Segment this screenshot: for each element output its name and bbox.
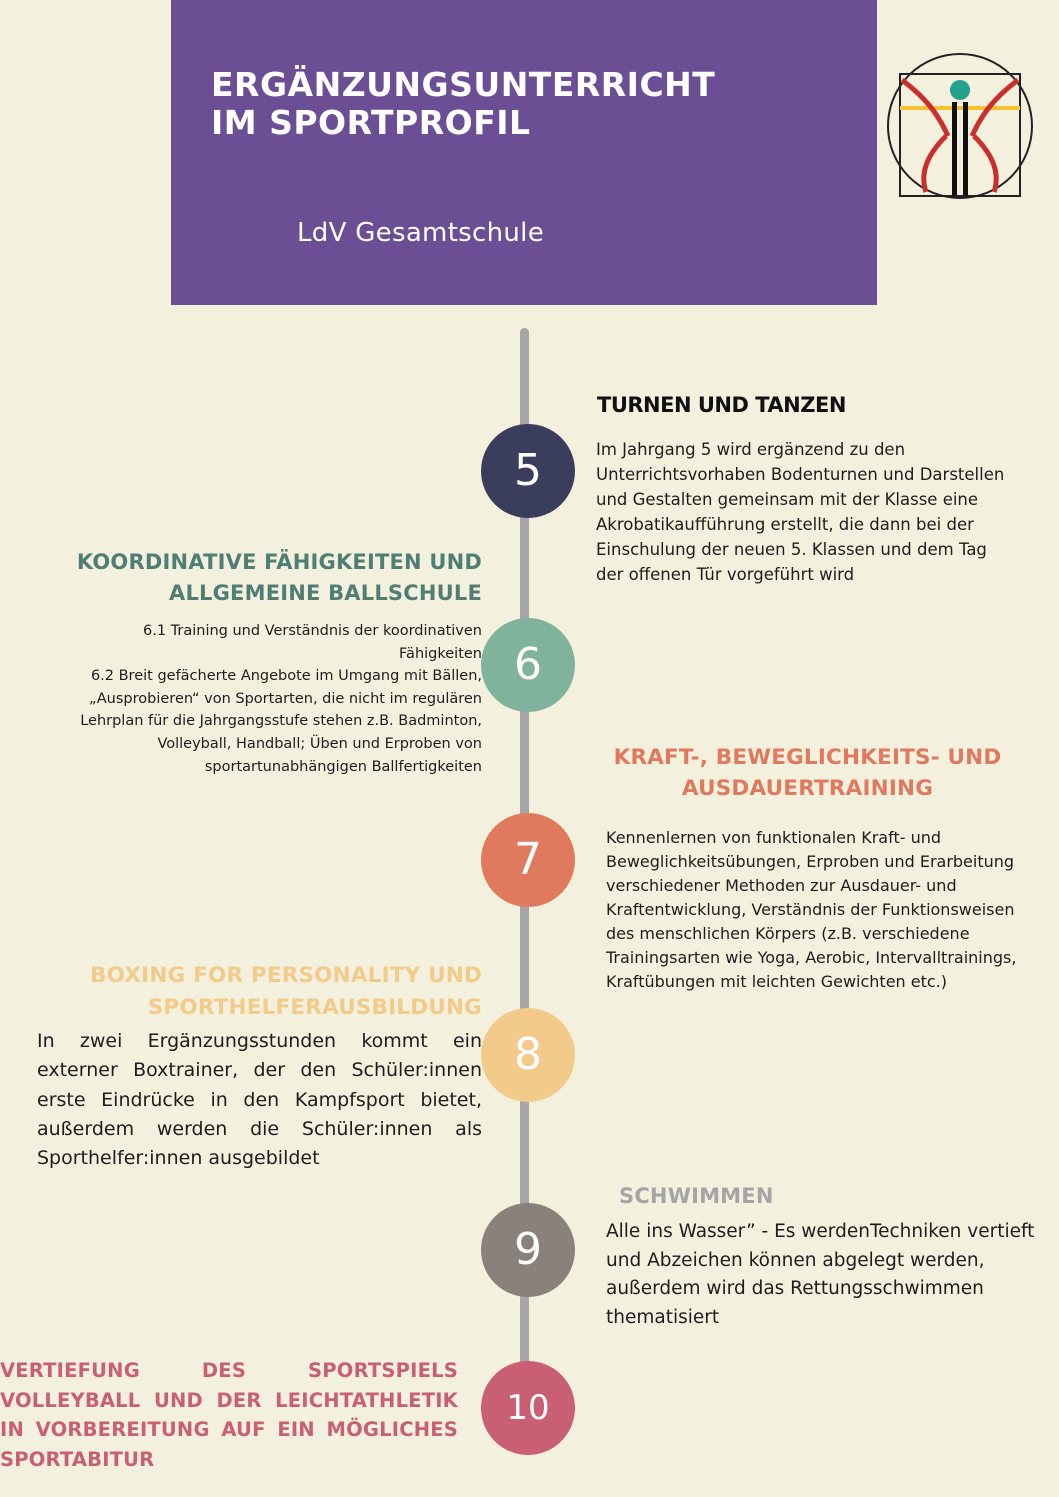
step-heading-7-line-1: KRAFT-, BEWEGLICHKEITS- UND <box>613 745 1002 770</box>
step-text-7: Kennenlernen von funktionalen Kraft- und Beweglichkeitsübungen, Erproben und Erarbeitung verschiedener Methoden zur Ausdauer- und Kraftentwicklung, Verständnis der Funktionsweisen des menschlichen Körpers (z.B. verschiedene Trainingsarten wie Yoga, Aerobic, Intervalltrainings, Kraftübungen mit leichten Gewichten etc.) <box>606 828 1017 991</box>
step-heading-8-line-2: SPORTHELFERAUSBILDUNG <box>147 995 482 1020</box>
step-heading-9: SCHWIMMEN <box>619 1184 774 1208</box>
step-circle-8: 8 <box>481 1008 575 1102</box>
header-banner <box>171 0 877 305</box>
step-heading-6-line-1: KOORDINATIVE FÄHIGKEITEN UND <box>76 550 482 574</box>
step-heading-6-line-2: ALLGEMEINE BALLSCHULE <box>169 581 482 605</box>
vitruvian-man-logo-icon <box>886 50 1034 200</box>
step-text-5: Im Jahrgang 5 wird ergänzend zu den Unterrichtsvorhaben Bodenturnen und Darstellen und Gestalten gemeinsam mit der Klasse eine Akrobatikaufführung erstellt, die dann bei der Einschulung der neuen 5. Klassen und dem Tag der offenen Tür vorgeführt wird <box>596 440 1005 584</box>
step-circle-6: 6 <box>481 618 575 712</box>
step-heading-5: TURNEN UND TANZEN <box>597 393 846 417</box>
step-circle-10: 10 <box>481 1361 575 1455</box>
page-title-line-2: IM SPORTPROFIL <box>211 103 531 142</box>
step-heading-7-line-2: AUSDAUERTRAINING <box>681 776 934 801</box>
page-title-line-1: ERGÄNZUNGSUNTERRICHT <box>211 65 716 104</box>
school-name: LdV Gesamtschule <box>297 218 545 248</box>
step-text-6-part-1: 6.1 Training und Verständnis der koordinativen Fähigkeiten <box>142 623 482 662</box>
step-text-6 <box>40 620 482 778</box>
step-text-9: Alle ins Wasser” - Es werdenTechniken vertieft und Abzeichen können abgelegt werden, außerdem wird das Rettungsschwimmen thematisiert <box>606 1221 1035 1329</box>
step-heading-8-line-1: BOXING FOR PERSONALITY UND <box>90 963 482 988</box>
step-heading-8 <box>40 960 482 1024</box>
step-heading-10: VERTIEFUNG DES SPORTSPIELS VOLLEYBALL UND DER LEICHTATHLETIK IN VORBEREITUNG AUF EIN MÖGLICHES SPORTABITUR <box>0 1359 458 1471</box>
step-circle-5: 5 <box>481 424 575 518</box>
step-heading-6 <box>40 547 482 609</box>
step-text-6-part-2: 6.2 Breit gefächerte Angebote im Umgang mit Bällen, „Ausprobieren“ von Sportarten, die nicht im regulären Lehrplan für die Jahrgangsstufe stehen z.B. Badminton, Volleyball, Handball; Üben und Erproben von sportartunabhängigen Ballfertigkeiten <box>80 668 482 775</box>
step-heading-7 <box>605 742 1010 804</box>
step-text-8: In zwei Ergänzungsstunden kommt ein externer Boxtrainer, der den Schüler:innen erste Eindrücke in den Kampfsport bietet, außerdem werden die Schüler:innen als Sporthelfer:innen ausgebildet <box>37 1030 482 1170</box>
step-circle-7: 7 <box>481 813 575 907</box>
step-circle-9: 9 <box>481 1203 575 1297</box>
page-title <box>211 66 715 142</box>
